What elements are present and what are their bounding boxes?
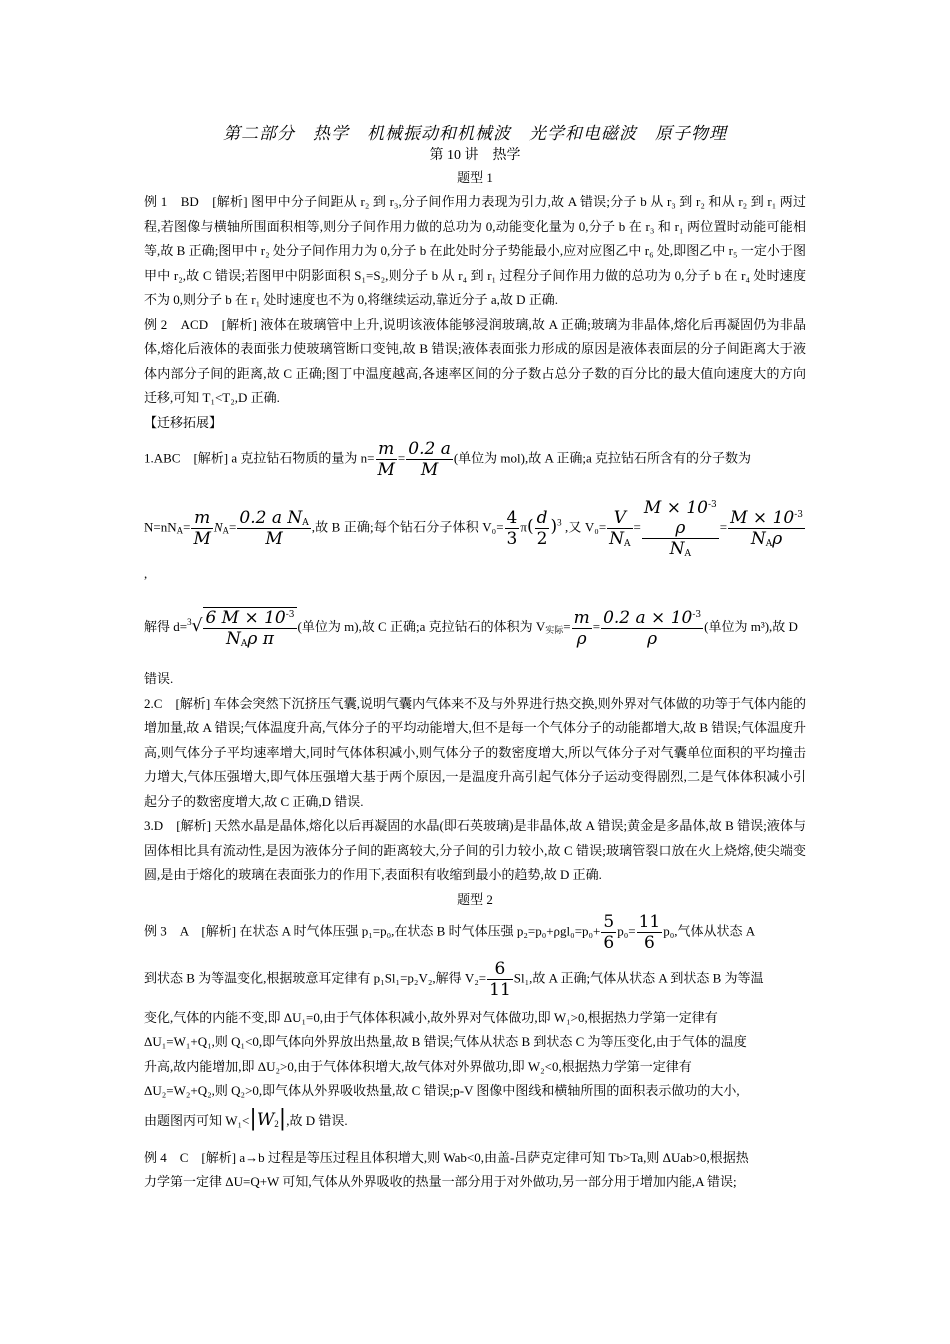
- ex3-text-c: p₀,气体从状态 A: [663, 922, 756, 938]
- fraction-m-over-M-2: [191, 508, 212, 549]
- num-text: M × 10: [643, 498, 708, 518]
- numerator: [203, 608, 296, 629]
- num-text: 0.2 a N: [239, 508, 303, 528]
- denominator: M: [377, 460, 395, 480]
- q1-text-f: 解得 d=: [144, 618, 188, 634]
- ex3-text-g: ,故 D 错误.: [286, 1112, 348, 1128]
- fraction-compound: [642, 498, 719, 559]
- num-text: 6 M × 10: [205, 608, 286, 628]
- q1-line-3: 解得 d=$^3$√ $\frac{6 M \times 10^{-3}}{N_A\rho \pi}$ (单位为 m),故 C 正确;a 克拉钻石的体积为 $V_{实际}=$ $\frac{m}{\rho}$ = $\frac{0.2 a \times 10^{-3}}{\rho}$ (单位为 m³),故 D: [144, 607, 798, 649]
- q2-text: 车体会突然下沉挤压气囊,说明气囊内气体来不及与外界进行热交换,则外界对气体做的功等于气体内能的增加量,故 A 错误;气体温度升高,气体分子的平均动能增大,但不是每一个气体分子的动能都增大,故 B 错误;气体温度升高,则气体分子平均速率增大,同时气体体积减小,则气体分子的数密度增大,所以气体分子对气囊单位面积的平均撞击力增大,气体压强增大,即气体压强增大基于两个原因,一是温度升高引起气体分子运动变得剧烈,二是气体体积减小引起分子的数密度增大,故 C 正确,D 错误.: [144, 695, 806, 809]
- ex3-text-a: 在状态 A 时气体压强 p₁=p₀,在状态 B 时气体压强 p₂=p₀+ρgl₀=p₀+: [236, 922, 601, 938]
- question-type-2-heading: 题型 2: [457, 891, 493, 907]
- numerator: V: [607, 508, 632, 529]
- q1-text-a: a 克拉钻石物质的量为 n=: [228, 450, 375, 466]
- fraction-02a-over-M: [406, 439, 453, 480]
- numerator: [728, 508, 805, 529]
- den-rho-pi: ρ π: [247, 629, 274, 649]
- numerator: [601, 608, 703, 629]
- example-3-line-1: [144, 912, 806, 953]
- denominator: $N_A$: [669, 539, 692, 559]
- q3-answer: [144, 814, 806, 888]
- den-text: N: [226, 629, 241, 649]
- numerator: d: [536, 508, 548, 528]
- den-text: N: [750, 529, 766, 549]
- example-4-line-2: 力学第一定律 ΔU=Q+W 可知,气体从外界吸收的热量一部分用于对外做功,另一部分用于增加内能,A 错误;: [144, 1174, 737, 1189]
- q1-text-g: (单位为 m),故 C 正确;a 克拉钻石的体积为 V: [297, 618, 546, 634]
- exponent: -3: [707, 500, 717, 510]
- den-text: N: [609, 529, 625, 549]
- ex3-text-b: p₀=: [617, 922, 636, 938]
- q1-text-c: N=nN: [144, 519, 177, 535]
- denominator: M: [265, 529, 283, 549]
- example-1-answer: [144, 190, 806, 313]
- denominator: ρ: [576, 628, 587, 649]
- example-1-text: 图甲中分子间距从 r₂ 到 r₃,分子间作用力表现为引力,故 A 错误;分子 b 从 r₃ 到 r₂ 和从 r₂ 到 r₁ 两过程,若图像与横轴所围面积相等,则分子间作用力做的总功为 0,动能变化量为 0,分子 b 在 r₃ 和 r₁ 两位置时动能可能相等,故 B 正确;图甲中 r₂ 处分子间作用力为 0,分子 b 在此处时分子势能最小,应对应图乙中 r₆ 处,即图乙中 r₅ 一定小于图甲中 r₂,故 C 错误;若图甲中阴影面积 S₁=S₂,则分子 b 从 r₄ 到 r₁ 过程分子间作用力做的总功为 0,分子 b 在 r₄ 处时速度不为 0,则分子 b 在 r₁ 处时速度也不为 0,将继续运动,靠近分子 a,故 D 正确.: [144, 194, 807, 307]
- fraction-11-over-6: [637, 912, 663, 953]
- q1-text-h: (单位为 m³),故 D: [704, 618, 798, 634]
- ex3-text-e: Sl₁,故 A 正确;气体从状态 A 到状态 B 为等温: [513, 969, 764, 985]
- fraction-02ax-over-rho: [601, 608, 703, 649]
- denominator: $N_A\rho$ π: [226, 629, 274, 649]
- ex3-text-d: 到状态 B 为等温变化,根据玻意耳定律有 p₁Sl₁=p₂V₂,解得 V₂=: [144, 969, 487, 985]
- exponent: -3: [285, 610, 295, 620]
- numerator: m: [573, 607, 590, 628]
- abs-w: W: [256, 1109, 275, 1130]
- subscript-shiji: 实际: [545, 624, 564, 635]
- exponent: -3: [794, 510, 803, 520]
- fraction-4-over-3: [505, 508, 520, 549]
- numerator: 6: [487, 959, 513, 980]
- q1-line-4: 错误.: [144, 671, 174, 686]
- example-3-line-6: ΔU₂=W₂+Q₂,则 Q₂>0,即气体从外界吸收热量,故 C 错误;p-V 图像中图线和横轴所围的面积表示做功的大小,: [144, 1083, 740, 1098]
- denominator: M: [420, 460, 439, 480]
- den-text: N: [669, 539, 685, 559]
- numerator: 0.2 a: [408, 439, 451, 459]
- part-title: 第二部分 热学 机械振动和机械波 光学和电磁波 原子物理: [223, 124, 727, 143]
- denominator: $N_A\rho$: [750, 529, 783, 549]
- fraction-V-over-NA: [607, 508, 632, 549]
- q1-label: 1.ABC [解析]: [144, 450, 229, 466]
- example-3-line-3: 变化,气体的内能不变,即 ΔU₁=0,由于气体体积减小,故外界对气体做功,即 W₁>0,根据热力学第一定律有: [144, 1009, 718, 1025]
- denominator: ρ: [647, 628, 658, 649]
- example-3-line-4: ΔU₁=W₁+Q₁,则 Q₁<0,即气体向外界放出热量,故 B 错误;气体从状态 B 到状态 C 为等压变化,由于气体的温度: [144, 1034, 747, 1049]
- document-page: [144, 122, 806, 1195]
- example-2-text: 液体在玻璃管中上升,说明该液体能够浸润玻璃,故 A 正确;玻璃为非晶体,熔化后再凝固仍为非晶体,熔化后液体的表面张力使玻璃管断口变钝,故 B 错误;液体表面张力形成的原因是液体表面层的分子间距离大于液体内部分子间的距离,故 C 正确;图丁中温度越高,各速率区间的分子数占总分子数的百分比的最大值向速度大的方向迁移,可知 T₁<T₂,D 正确.: [144, 316, 806, 405]
- extension-heading: 【迁移拓展】: [144, 414, 223, 430]
- example-3-line-2: [144, 959, 806, 1000]
- numerator: m: [191, 508, 212, 529]
- example-3-line-5: 升高,故内能增加,即 ΔU₂>0,由于气体体积增大,故气体对外界做功,即 W₂<0,根据热力学第一定律有: [144, 1058, 692, 1074]
- denominator: 3: [506, 529, 518, 549]
- abs-w-sub: 2: [274, 1118, 279, 1129]
- denominator: $N_A$: [609, 529, 631, 549]
- denominator: 2: [536, 529, 548, 549]
- exponent: -3: [692, 609, 702, 620]
- example-1-label: 例 1 BD [解析]: [144, 194, 248, 209]
- numerator: [642, 498, 719, 539]
- fraction-M-over-NArho: [728, 508, 805, 549]
- rho: ρ: [675, 518, 686, 538]
- q3-text: 天然水晶是晶体,熔化以后再凝固的水晶(即石英玻璃)是非晶体,故 A 错误;黄金是多晶体,故 B 错误;液体与固体相比具有流动性,是因为液体分子间的距离较大,分子间的引力较小,故 C 错误;玻璃管裂口放在火上烧熔,使尖端变圆,是由于熔化的玻璃在表面张力的作用下,表面积有收缩到最小的趋势,故 D 正确.: [144, 818, 806, 882]
- fraction-m-over-M: [376, 439, 397, 480]
- q1-text-b: (单位为 mol),故 A 正确;a 克拉钻石所含有的分子数为: [453, 450, 752, 466]
- denominator: 6: [644, 932, 655, 953]
- example-3-label: 例 3 A [解析]: [144, 922, 237, 938]
- numerator: 0.2 a $N_A$: [239, 508, 309, 528]
- denominator: 6: [603, 932, 615, 953]
- fraction-m-over-rho: [572, 608, 592, 649]
- numerator: 5: [603, 911, 615, 932]
- example-4-label: 例 4 C [解析]: [144, 1149, 237, 1165]
- fraction-6-over-11: [487, 959, 513, 1000]
- fraction-d-over-2: [535, 508, 550, 549]
- ex3-text-f: 由题图丙可知 W₁<: [144, 1112, 250, 1128]
- example-4-text-a: a→b 过程是等压过程且体积增大,则 Wab<0,由盖-吕萨克定律可知 Tb>Ta,则 ΔUab>0,根据热: [236, 1149, 749, 1165]
- pi-symbol: π: [520, 519, 527, 535]
- example-2-answer: [144, 313, 806, 411]
- rho: ρ: [772, 529, 783, 549]
- numerator: 4: [506, 508, 518, 528]
- q2-answer: [144, 692, 806, 815]
- q1-line-1: 1.ABC [解析] a 克拉钻石物质的量为 n= $\frac{m}{M}$ = $\frac{0.2 a}{M}$ (单位为 mol),故 A 正确;a 克拉钻石所含有的分子数为: [144, 439, 752, 480]
- numerator: 11: [638, 911, 661, 932]
- q1-line-2: $N=nN_A=$ $\frac{m}{M}$ $N_A=$ $\frac{0.2 a N_A}{M}$ ,故 B 正确;每个钻石分子体积 V₀= $\frac{4}{3}$ π( $\frac{d}{2}$ )$^3$ ,又 V₀= $\frac{V}{N_A}$ = $M \times 10^{-3}$ ρ $N_A$ = $\frac{M \times 10^{-3}}{N_A\rho}$ ,: [144, 498, 803, 581]
- q1-text-e: ,又 V₀=: [565, 519, 607, 535]
- denominator: M: [193, 529, 211, 549]
- num-text: M × 10: [730, 508, 795, 528]
- q3-label: 3.D [解析]: [144, 818, 212, 833]
- denominator: 11: [489, 979, 511, 1000]
- fraction-02aNA-over-M: [237, 508, 310, 549]
- fraction-cuberoot: [203, 607, 296, 649]
- q1-text-d: ,故 B 正确;每个钻石分子体积 V₀=: [311, 519, 504, 535]
- num-text: 0.2 a × 10: [603, 607, 693, 628]
- lecture-title: 第 10 讲 热学: [429, 148, 521, 163]
- numerator: m: [376, 439, 397, 460]
- example-4-line-1: [144, 1146, 806, 1171]
- q2-label: 2.C [解析]: [144, 695, 211, 711]
- fraction-5-over-6: [601, 912, 616, 953]
- example-3-line-7: 由题图丙可知 $W_1<|W_2|$,故 D 错误.: [144, 1105, 348, 1131]
- question-type-1-heading: 题型 1: [457, 170, 493, 185]
- example-2-label: 例 2 ACD [解析]: [144, 316, 257, 332]
